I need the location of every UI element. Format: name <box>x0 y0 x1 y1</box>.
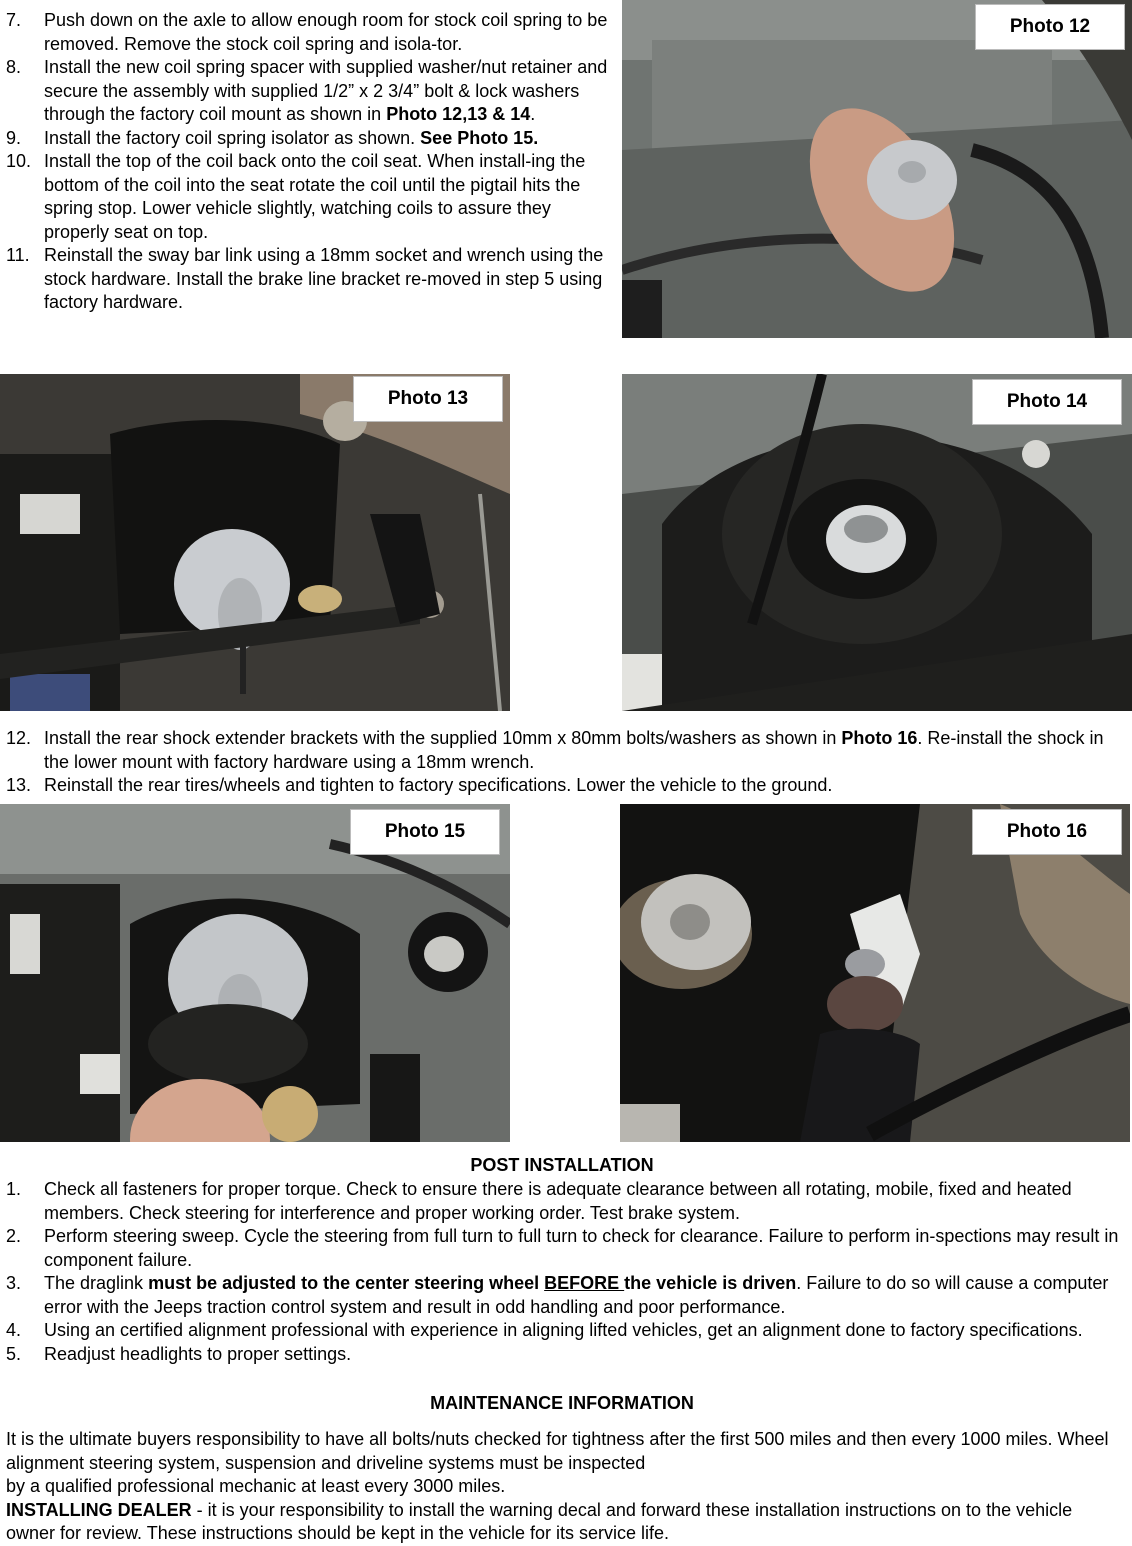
photo-15-label: Photo 15 <box>350 809 500 855</box>
step-8: 8. Install the new coil spring spacer with supplied washer/nut retainer and secure the assembly with supplied 1/2” x 2 3/4” bolt & lock washers through the factory coil mount as shown in Photo 12,13 & 14. <box>6 57 608 124</box>
post-step-3: 3. The draglink must be adjusted to the center steering wheel BEFORE the vehicle is driven. Failure to do so will cause a computer error with the Jeeps traction control system and result in odd handling and poor performance. <box>6 1273 1109 1317</box>
photo-12-label: Photo 12 <box>975 4 1125 50</box>
photo-13-image <box>0 374 510 711</box>
post-installation-steps <box>6 1178 1120 1366</box>
post-step-5: 5. Readjust headlights to proper settings. <box>6 1343 352 1364</box>
steps-7-11 <box>6 9 618 315</box>
step-12: 12. Install the rear shock extender brackets with the supplied 10mm x 80mm bolts/washers as shown in Photo 16. Re-install the shock in the lower mount with factory hardware using a 18mm wrench. <box>6 728 1104 772</box>
maintenance-paragraph-1: It is the ultimate buyers responsibility to have all bolts/nuts checked for tightness after the first 500 miles and then every 1000 miles. Wheel alignment steering system, suspension and driveline systems must be inspected <box>6 1429 1109 1473</box>
post-step-2: 2. Perform steering sweep. Cycle the steering from full turn to full turn to check for clearance. Failure to perform in-spections may result in component failure. <box>6 1226 1119 1270</box>
step-10: 10. Install the top of the coil back onto the coil seat. When install-ing the bottom of the coil into the seat rotate the coil until the pigtail hits the spring stop. Lower vehicle slightly, watching coils to assure they properly seat on top. <box>6 151 586 242</box>
maintenance-title: MAINTENANCE INFORMATION <box>430 1393 694 1413</box>
maintenance-paragraph-2: by a qualified professional mechanic at least every 3000 miles. <box>6 1476 506 1496</box>
post-step-1: 1. Check all fasteners for proper torque. Check to ensure there is adequate clearance between all rotating, mobile, fixed and heated members. Check steering for interference and proper working order. Test brake system. <box>6 1179 1072 1223</box>
photo-16-label: Photo 16 <box>972 809 1122 855</box>
step-13: 13. Reinstall the rear tires/wheels and tighten to factory specifications. Lower the vehicle to the ground. <box>6 775 833 795</box>
step-9: 9. Install the factory coil spring isolator as shown. See Photo 15. <box>6 127 539 148</box>
post-step-4: 4. Using an certified alignment professional with experience in aligning lifted vehicles, get an alignment done to factory specifications. <box>6 1320 1083 1340</box>
photo-12-image <box>622 0 1132 338</box>
installing-dealer-note: INSTALLING DEALER - it is your responsibility to install the warning decal and forward these installation instructions on to the vehicle owner for review. These instructions should be kept in the vehicle for its service life. <box>6 1499 1073 1543</box>
step-11: 11. Reinstall the sway bar link using a 18mm socket and wrench using the stock hardware. Install the brake line bracket re-moved in step 5 using factory hardware. <box>6 245 604 312</box>
steps-12-13 <box>6 727 1116 798</box>
step-7: 7. Push down on the axle to allow enough room for stock coil spring to be removed. Remove the stock coil spring and isola-tor. <box>6 10 608 54</box>
photo-13-label: Photo 13 <box>353 376 503 422</box>
post-installation-title: POST INSTALLATION <box>470 1155 654 1175</box>
maintenance-text <box>6 1428 1122 1546</box>
photo-14-label: Photo 14 <box>972 379 1122 425</box>
